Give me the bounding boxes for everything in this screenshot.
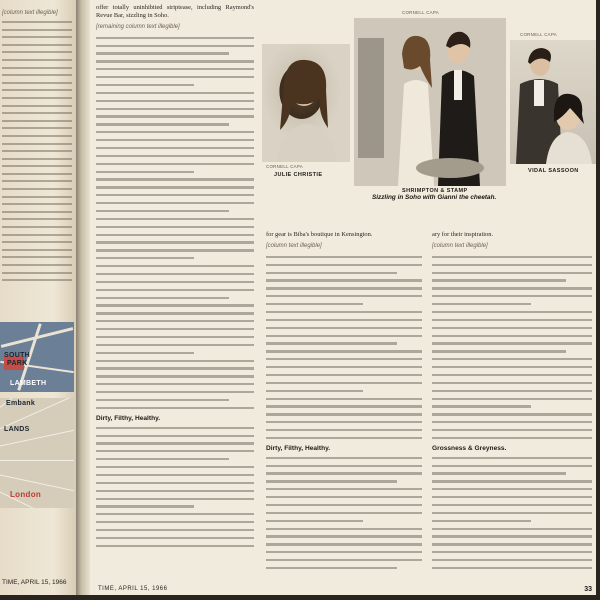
left-page-footer: TIME, APRIL 15, 1966 (2, 579, 67, 586)
left-page-text (2, 8, 72, 287)
column-1-illegible-note: [remaining column text illegible] (96, 23, 180, 30)
column-3-lead: ary for their inspiration. (432, 231, 494, 238)
photo-julie-christie (262, 44, 350, 162)
photo-1-caption: JULIE CHRISTIE (274, 172, 323, 178)
photo-1-credit: CORNELL CAPA (266, 164, 304, 169)
column-3-subhead: Grossness & Greyness. (432, 444, 507, 452)
photo-3-credit: CORNELL CAPA (520, 32, 558, 37)
map-label-embank: Embank (6, 400, 36, 407)
article-column-1 (96, 4, 254, 576)
column-2-illegible-note: [column text illegible] (266, 242, 322, 249)
article-column-2 (266, 231, 422, 576)
photo-shrimpton-stamp (354, 18, 506, 186)
scan-edge-right (596, 0, 600, 600)
stylist-figure-icon (510, 40, 596, 164)
map-rays-panel (0, 398, 74, 508)
map-label-london: London (10, 490, 42, 499)
map-label-lands: LANDS (4, 426, 30, 433)
column-2-subhead: Dirty, Filthy, Healthy. (266, 444, 331, 452)
page-number: 33 (584, 586, 592, 593)
column-2-lead: for gear is Biba's boutique in Kensington. (266, 231, 373, 238)
scan-edge-bottom (0, 595, 600, 600)
column-3-illegible-note: [column text illegible] (432, 242, 488, 249)
map-label-lambeth: LAMBETH (10, 380, 47, 387)
column-1-subhead: Dirty, Filthy, Healthy. (96, 414, 161, 422)
photo-3-caption: VIDAL SASSOON (528, 168, 579, 174)
photo-vidal-sassoon (510, 40, 596, 164)
page-footer: TIME, APRIL 15, 1966 (98, 586, 168, 592)
couple-figure-icon (354, 18, 506, 186)
photo-2-credit: CORNELL CAPA (402, 10, 440, 15)
right-page (90, 0, 600, 600)
london-map-inset (0, 322, 74, 392)
photo-2-caption: SHRIMPTON & STAMP (402, 188, 468, 194)
column-1-lead: offer totally uninhibited striptease, including Raymond's Revue Bar, sizzling in Soho. (96, 4, 254, 19)
page-gutter (76, 0, 90, 600)
map-label-park: PARK (7, 360, 28, 367)
spread-caption: Sizzling in Soho with Gianni the cheetah. (372, 194, 497, 201)
portrait-figure-icon (262, 44, 350, 162)
map-label-south: SOUTH (4, 352, 30, 359)
article-column-3 (432, 231, 592, 576)
left-page (0, 0, 76, 600)
left-page-illegible-note: [column text illegible] (2, 10, 58, 16)
